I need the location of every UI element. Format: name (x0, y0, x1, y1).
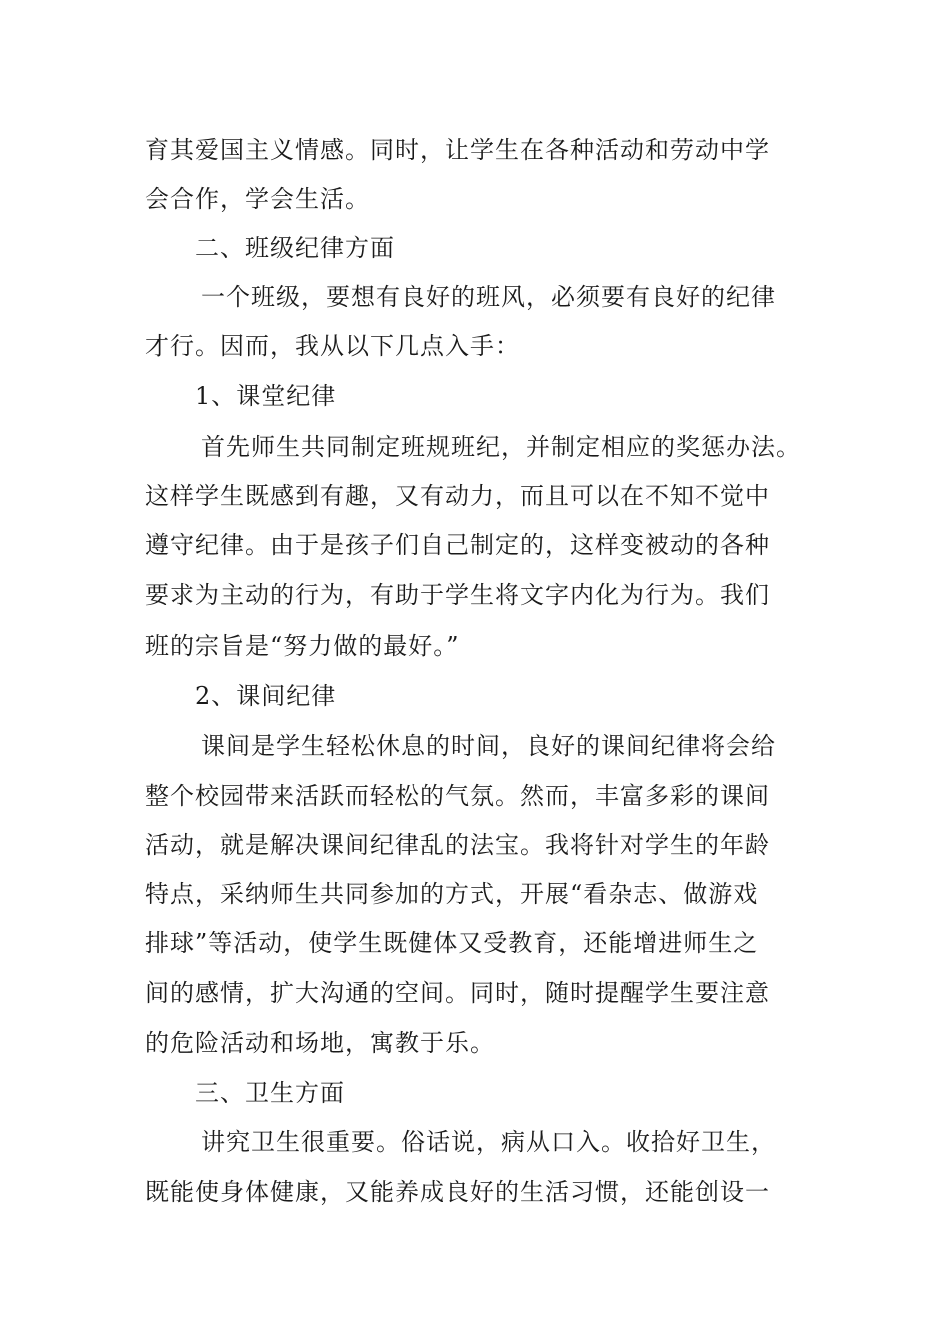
paragraph-line: 要求为主动的行为，有助于学生将文字内化为行为。我们 (145, 581, 770, 609)
paragraph-line: 间的感情，扩大沟通的空间。同时，随时提醒学生要注意 (145, 979, 770, 1007)
paragraph-line: 课间是学生轻松休息的时间，良好的课间纪律将会给 (201, 732, 776, 760)
section-heading: 三、卫生方面 (195, 1079, 345, 1107)
paragraph-line: 首先师生共同制定班规班纪，并制定相应的奖惩办法。 (201, 433, 801, 461)
paragraph-line: 会合作，学会生活。 (145, 185, 370, 213)
paragraph-line: 活动，就是解决课间纪律乱的法宝。我将针对学生的年龄 (145, 831, 770, 859)
paragraph-line: 一个班级，要想有良好的班风，必须要有良好的纪律 (201, 283, 776, 311)
paragraph-line: 排球”等活动，使学生既健体又受教育，还能增进师生之 (145, 929, 759, 957)
paragraph-line: 特点，采纳师生共同参加的方式，开展“看杂志、做游戏 (145, 880, 759, 908)
paragraph-line: 这样学生既感到有趣，又有动力，而且可以在不知不觉中 (145, 482, 770, 510)
paragraph-line: 的危险活动和场地，寓教于乐。 (145, 1029, 495, 1057)
paragraph-line: 才行。因而，我从以下几点入手： (145, 332, 520, 360)
paragraph-line: 既能使身体健康，又能养成良好的生活习惯，还能创设一 (145, 1178, 770, 1206)
subsection-heading: 1、课堂纪律 (195, 382, 337, 410)
subsection-heading: 2、课间纪律 (195, 682, 337, 710)
paragraph-line: 整个校园带来活跃而轻松的气氛。然而，丰富多彩的课间 (145, 782, 770, 810)
paragraph-line: 讲究卫生很重要。俗话说，病从口入。收拾好卫生， (201, 1128, 776, 1156)
section-heading: 二、班级纪律方面 (195, 234, 395, 262)
paragraph-line: 班的宗旨是“努力做的最好。” (145, 632, 460, 660)
paragraph-line: 遵守纪律。由于是孩子们自己制定的，这样变被动的各种 (145, 531, 770, 559)
paragraph-line: 育其爱国主义情感。同时，让学生在各种活动和劳动中学 (145, 136, 770, 164)
